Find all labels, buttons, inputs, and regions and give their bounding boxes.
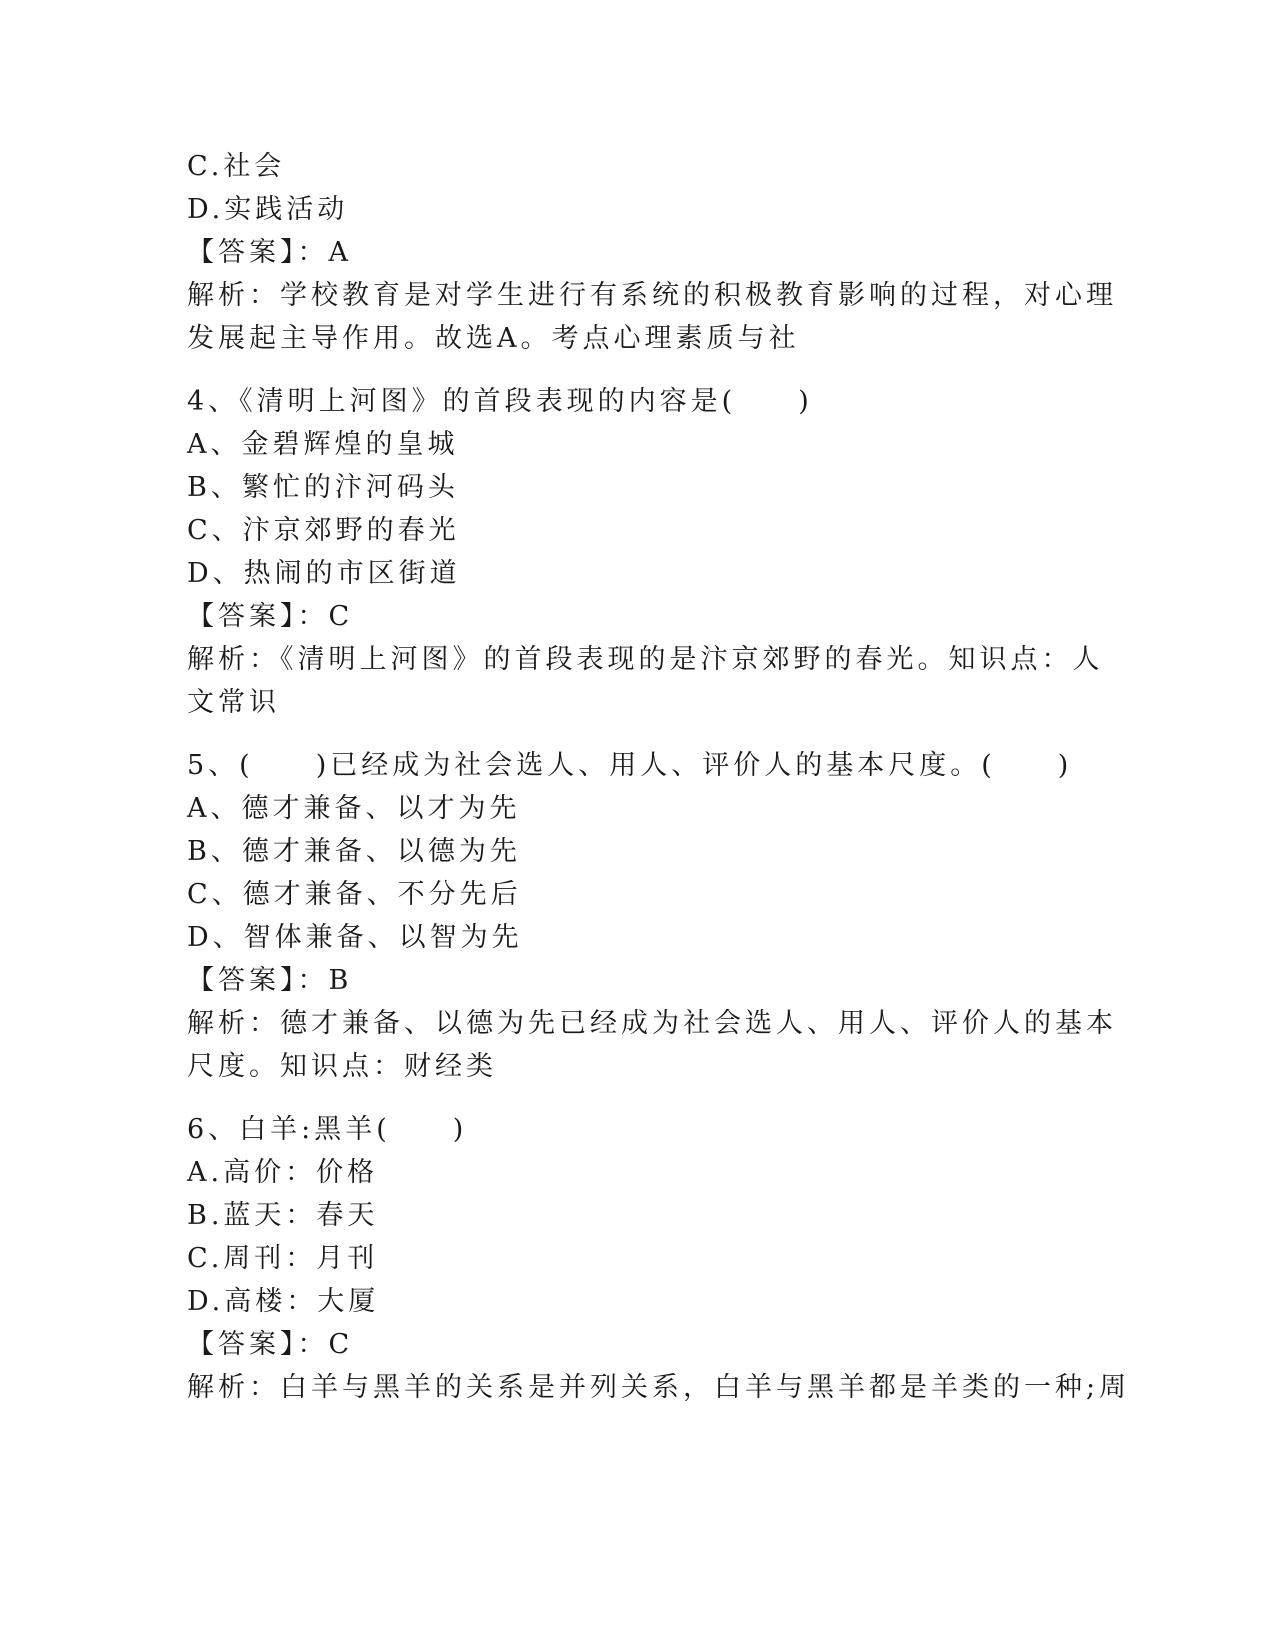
text-line: 解析：德才兼备、以德为先已经成为社会选人、用人、评价人的基本	[187, 1008, 1117, 1039]
paragraph-gap	[187, 724, 1087, 744]
text-line: 6、白羊:黑羊( )	[187, 1114, 468, 1145]
text-line: C.周刊：月刊	[187, 1243, 379, 1274]
document-page	[187, 145, 1131, 1409]
text-line: C、汴京郊野的春光	[187, 515, 460, 546]
text-line: C、德才兼备、不分先后	[187, 879, 522, 910]
text-line: 【答案】：B	[187, 965, 353, 996]
text-line: C.社会	[187, 151, 286, 182]
text-line: D.实践活动	[187, 194, 349, 225]
text-line: 【答案】：C	[187, 1329, 354, 1360]
text-line: 解析：学校教育是对学生进行有系统的积极教育影响的过程，对心理	[187, 280, 1117, 311]
paragraph-gap	[187, 360, 1087, 380]
text-line: 解析：白羊与黑羊的关系是并列关系，白羊与黑羊都是羊类的一种;周	[187, 1372, 1131, 1403]
text-line: A.高价：价格	[187, 1157, 379, 1188]
text-line: D、热闹的市区街道	[187, 558, 461, 589]
text-line: B.蓝天：春天	[187, 1200, 379, 1231]
text-line: 发展起主导作用。故选A。考点心理素质与社	[187, 323, 800, 354]
text-line: A、德才兼备、以才为先	[187, 793, 521, 824]
text-line: D.高楼：大厦	[187, 1286, 380, 1317]
paragraph-gap	[187, 1088, 1087, 1108]
text-line: 5、( )已经成为社会选人、用人、评价人的基本尺度。( )	[187, 750, 1073, 781]
text-line: B、德才兼备、以德为先	[187, 836, 521, 867]
text-line: 4、《清明上河图》的首段表现的内容是( )	[187, 386, 813, 417]
text-line: D、智体兼备、以智为先	[187, 922, 523, 953]
text-line: 解析：《清明上河图》的首段表现的是汴京郊野的春光。知识点：人	[187, 644, 1104, 675]
text-line: 尺度。知识点：财经类	[187, 1051, 497, 1082]
text-line: B、繁忙的汴河码头	[187, 472, 459, 503]
text-line: 【答案】：A	[187, 237, 352, 268]
text-line: A、金碧辉煌的皇城	[187, 429, 459, 460]
text-line: 文常识	[187, 687, 280, 718]
text-line: 【答案】：C	[187, 601, 354, 632]
